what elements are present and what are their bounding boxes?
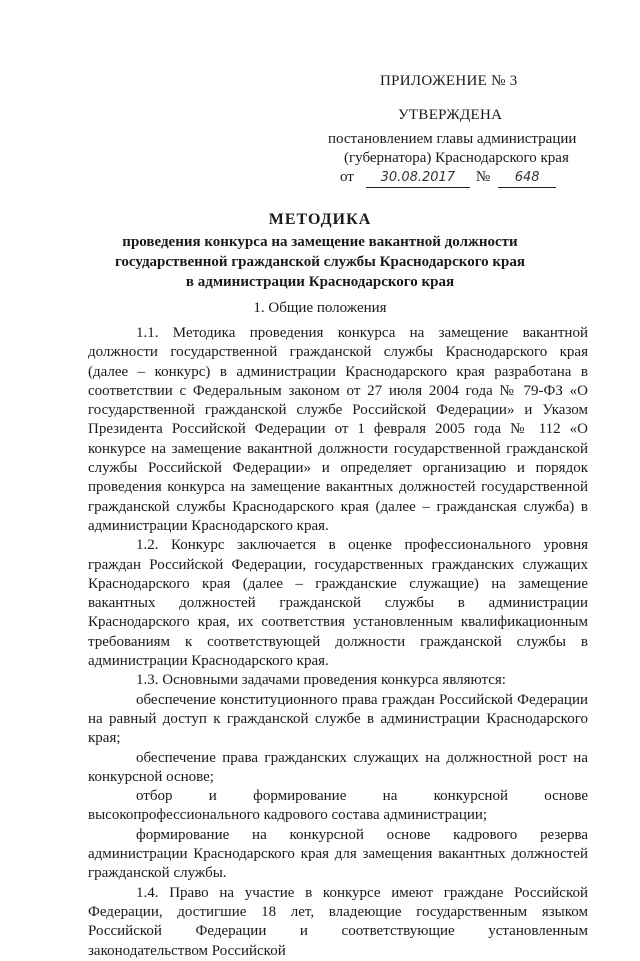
title-main: МЕТОДИКА — [268, 211, 372, 228]
decree-line-1: постановлением главы администрации — [328, 131, 577, 147]
document-title — [60, 210, 580, 292]
task-item-3: отбор и формирование на конкурсной основе высокопрофессионального кадрового состава администрации; — [88, 788, 588, 824]
task-item-2: обеспечение права гражданских служащих на должностной рост на конкурсной основе; — [88, 749, 588, 785]
handwritten-number: 648 — [498, 168, 556, 188]
body-text — [88, 324, 588, 961]
title-line-3: в администрации Краснодарского края — [185, 274, 455, 290]
decree-date-line — [340, 168, 556, 188]
handwritten-date: 30.08.2017 — [366, 168, 470, 188]
task-item-4: формирование на конкурсной основе кадрового резерва администрации Краснодарского края для замещения вакантных должностей гражданской службы. — [88, 826, 588, 882]
section-heading: 1. Общие положения — [253, 300, 387, 316]
title-line-1: проведения конкурса на замещение вакантной должности — [122, 234, 518, 250]
appendix-label: ПРИЛОЖЕНИЕ № 3 — [380, 73, 518, 89]
title-line-2: государственной гражданской службы Краснодарского края — [114, 254, 526, 270]
approved-label: УТВЕРЖДЕНА — [398, 107, 503, 123]
decree-line-2: (губернатора) Краснодарского края — [344, 150, 569, 166]
paragraph-1-2: 1.2. Конкурс заключается в оценке профессионального уровня граждан Российской Федерации, государственных гражданских служащих Краснодарского края (далее – гражданские служащие) на замещение вакантных должностей гражданской службы в администрации Краснодарского края, их соответствия установленным квалификационным требованиям к соответствующей должности гражданской службы в администрации Краснодарского края. — [88, 537, 588, 670]
paragraph-1-3: 1.3. Основными задачами проведения конкурса являются: — [136, 672, 506, 689]
number-prefix: № — [475, 169, 491, 185]
date-prefix: от — [340, 169, 354, 185]
paragraph-1-1: 1.1. Методика проведения конкурса на замещение вакантной должности государственной гражданской службы Краснодарского края (далее – конкурс) в администрации Краснодарского края разработана в соответствии с Федеральным законом от 27 июля 2004 года № 79-ФЗ «О государственной гражданской службе Российской Федерации» и Указом Президента Российской Федерации от 1 февраля 2005 года № 112 «О конкурсе на замещение вакантной должности государственной гражданской службы Российской Федерации» и определяет организацию и порядок проведения конкурса на замещение вакантных должностей государственной гражданской службы Краснодарского края (далее – гражданская служба) в администрации Краснодарского края. — [88, 325, 588, 534]
task-item-1: обеспечение конституционного права граждан Российской Федерации на равный доступ к гражданской службе в администрации Краснодарского края; — [88, 691, 588, 747]
paragraph-1-4: 1.4. Право на участие в конкурсе имеют граждане Российской Федерации, достигшие 18 лет, владеющие государственным языком Российской Федерации и соответствующие установленным законодательством Российской — [88, 884, 588, 959]
